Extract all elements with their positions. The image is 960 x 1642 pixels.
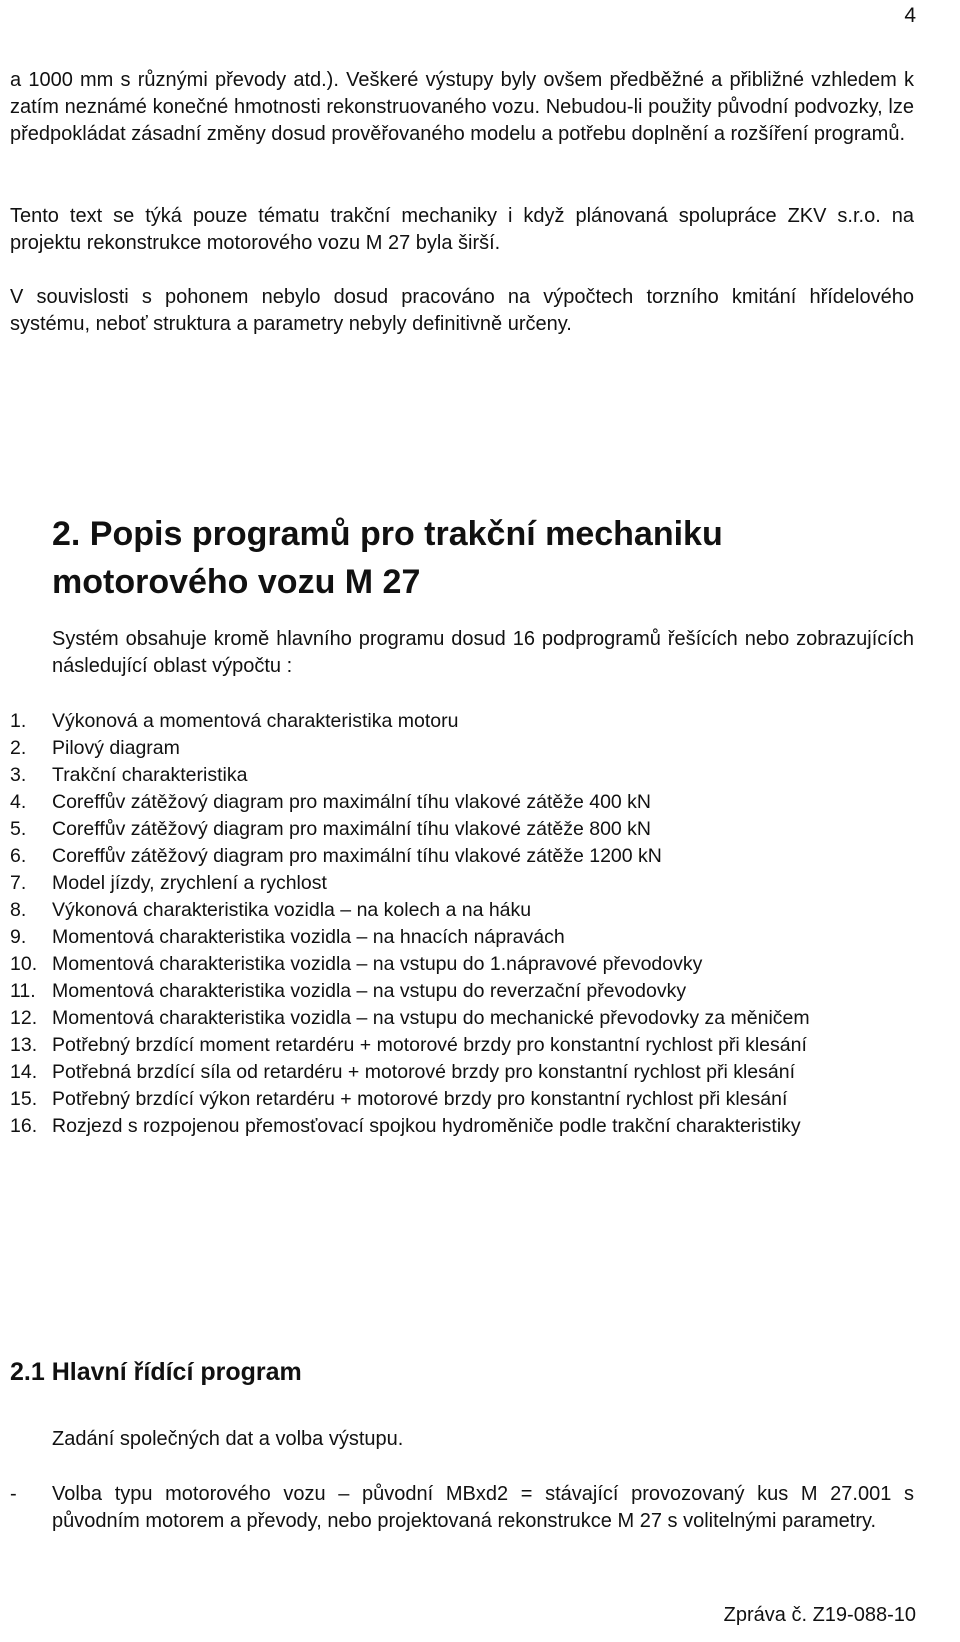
list-item-text: Výkonová a momentová charakteristika motoru (52, 710, 459, 732)
list-item (10, 1086, 922, 1113)
list-item-text: Potřebný brzdící výkon retardéru + motorové brzdy pro konstantní rychlost při klesání (52, 1088, 788, 1110)
list-item-number: 4. (10, 791, 27, 813)
list-item-text: Pilový diagram (52, 737, 180, 759)
list-item (10, 870, 922, 897)
list-item (10, 843, 922, 870)
list-item-number: 13. (10, 1034, 38, 1056)
paragraph-torsion: V souvislosti s pohonem nebylo dosud pracováno na výpočtech torzního kmitání hřídelového systému, neboť struktura a parametry nebyly definitivně určeny. (10, 286, 914, 335)
paragraph-intro: a 1000 mm s různými převody atd.). Veškeré výstupy byly ovšem předběžné a přibližné vzhledem k zatím neznámé konečné hmotnosti rekonstruovaného vozu. Nebudou-li použity původní podvozky, lze předpokládat zásadní změny dosud prověřovaného modelu a potřebu doplnění a rozšíření programů. (10, 69, 914, 145)
bullet-dash: - (10, 1483, 17, 1505)
list-item-number: 9. (10, 926, 27, 948)
list-item (10, 1059, 922, 1086)
list-item-text: Potřebný brzdící moment retardéru + motorové brzdy pro konstantní rychlost při klesání (52, 1034, 807, 1056)
list-item-number: 6. (10, 845, 27, 867)
list-item-text: Coreffův zátěžový diagram pro maximální tíhu vlakové zátěže 1200 kN (52, 845, 662, 867)
paragraph-scope: Tento text se týká pouze tématu trakční mechaniky i když plánovaná spolupráce ZKV s.r.o. na projektu rekonstrukce motorového vozu M 27 byla širší. (10, 205, 914, 254)
list-item-text: Momentová charakteristika vozidla – na vstupu do mechanické převodovky za měničem (52, 1007, 810, 1029)
list-item (10, 708, 922, 735)
list-item-number: 3. (10, 764, 27, 786)
list-item-number: 2. (10, 737, 27, 759)
bullet-text: Volba typu motorového vozu – původní MBxd2 = stávající provozovaný kus M 27.001 s původním motorem a převody, nebo projektovaná rekonstrukce M 27 s volitelnými parametry. (52, 1483, 914, 1532)
list-item (10, 897, 922, 924)
list-item-number: 14. (10, 1061, 38, 1083)
report-number-footer: Zpráva č. Z19-088-10 (723, 1604, 916, 1626)
list-item (10, 816, 922, 843)
section-intro: Systém obsahuje kromě hlavního programu dosud 16 podprogramů řešících nebo zobrazujících následující oblast výpočtu : (52, 628, 914, 677)
list-item (10, 951, 922, 978)
list-item-number: 15. (10, 1088, 38, 1110)
bullet-item (10, 1481, 914, 1535)
subsection-heading: 2.1 Hlavní řídící program (10, 1358, 302, 1386)
list-item-text: Rozjezd s rozpojenou přemosťovací spojkou hydroměniče podle trakční charakteristiky (52, 1115, 801, 1137)
list-item-number: 7. (10, 872, 27, 894)
program-list (10, 708, 922, 1140)
subsection-intro: Zadání společných dat a volba výstupu. (52, 1428, 404, 1450)
list-item-text: Momentová charakteristika vozidla – na hnacích nápravách (52, 926, 565, 948)
list-item (10, 1113, 922, 1140)
list-item (10, 1005, 922, 1032)
list-item-number: 16. (10, 1115, 38, 1137)
list-item-text: Potřebná brzdící síla od retardéru + motorové brzdy pro konstantní rychlost při klesání (52, 1061, 795, 1083)
list-item-text: Coreffův zátěžový diagram pro maximální tíhu vlakové zátěže 400 kN (52, 791, 652, 813)
list-item-number: 11. (10, 980, 36, 1002)
list-item-text: Coreffův zátěžový diagram pro maximální tíhu vlakové zátěže 800 kN (52, 818, 652, 840)
list-item (10, 789, 922, 816)
list-item-number: 10. (10, 953, 38, 975)
list-item (10, 735, 922, 762)
list-item-number: 8. (10, 899, 27, 921)
list-item-number: 1. (10, 710, 27, 732)
list-item-text: Výkonová charakteristika vozidla – na kolech a na háku (52, 899, 532, 921)
list-item (10, 924, 922, 951)
list-item-number: 5. (10, 818, 27, 840)
list-item-number: 12. (10, 1007, 38, 1029)
list-item-text: Trakční charakteristika (52, 764, 248, 786)
list-item-text: Momentová charakteristika vozidla – na vstupu do 1.nápravové převodovky (52, 953, 703, 975)
section-heading: 2. Popis programů pro trakční mechaniku motorového vozu M 27 (52, 515, 723, 601)
page-number: 4 (904, 4, 916, 27)
list-item-text: Momentová charakteristika vozidla – na vstupu do reverzační převodovky (52, 980, 687, 1002)
list-item (10, 978, 922, 1005)
list-item-text: Model jízdy, zrychlení a rychlost (52, 872, 327, 894)
list-item (10, 1032, 922, 1059)
list-item (10, 762, 922, 789)
